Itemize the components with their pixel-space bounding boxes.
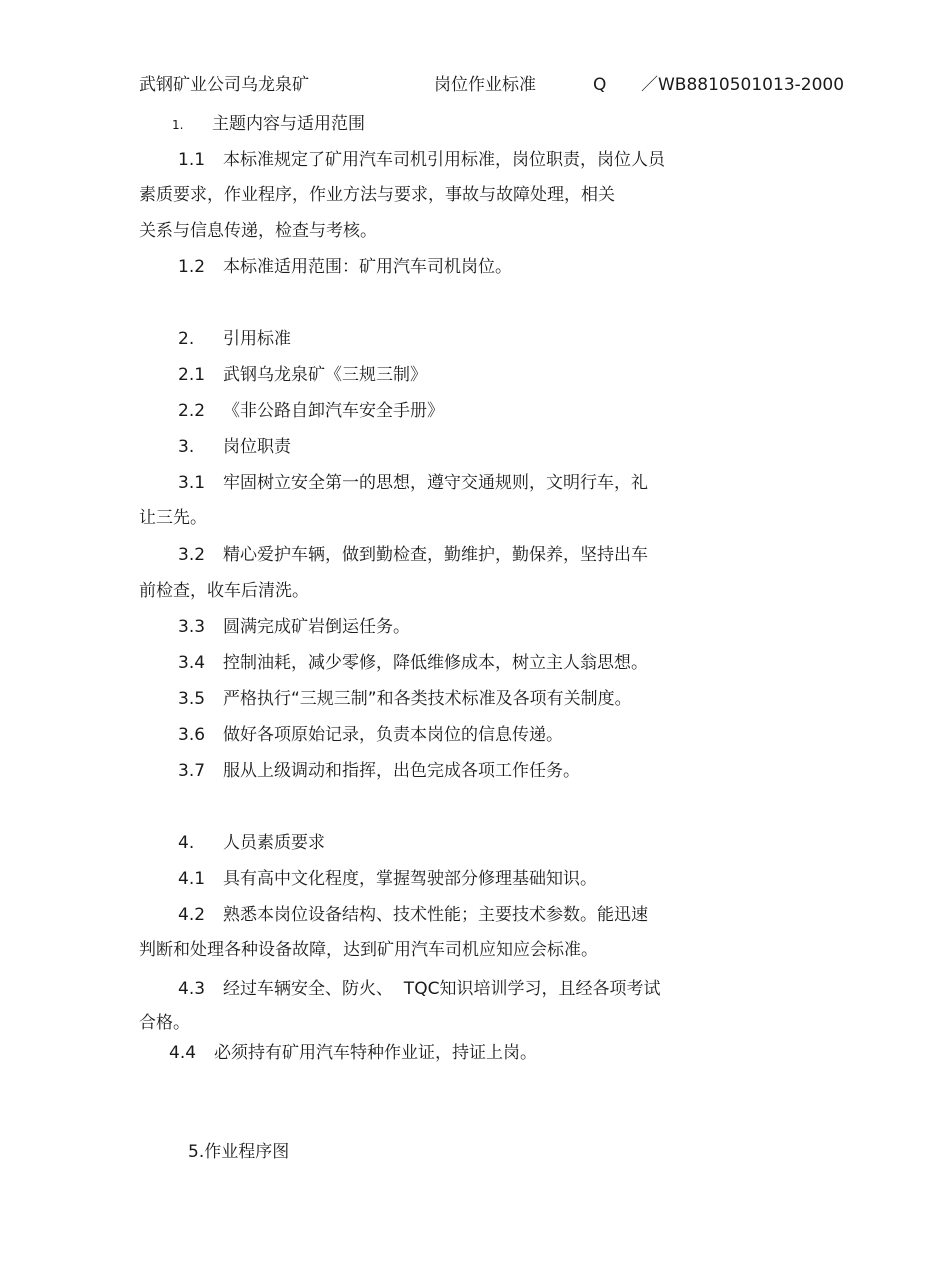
- paragraph-line: 关系与信息传递，检查与考核。: [139, 221, 377, 241]
- paragraph-line: 2.1 武钢乌龙泉矿《三规三制》: [178, 365, 427, 385]
- paragraph-line: 1.2 本标准适用范围：矿用汽车司机岗位。: [178, 257, 512, 277]
- section-heading: 5.作业程序图: [188, 1142, 290, 1162]
- paragraph-line: 让三先。: [139, 508, 207, 528]
- paragraph-line: 判断和处理各种设备故障，达到矿用汽车司机应知应会标准。: [139, 940, 598, 960]
- paragraph-line: 3.6 做好各项原始记录，负责本岗位的信息传递。: [178, 725, 563, 745]
- paragraph-line: 2.2 《非公路自卸汽车安全手册》: [178, 401, 444, 421]
- paragraph-line: 4.3 经过车辆安全、防火、 TQC知识培训学习，且经各项考试: [178, 979, 661, 999]
- paragraph-line: 3.3 圆满完成矿岩倒运任务。: [178, 617, 410, 637]
- paragraph-line: 4.2 熟悉本岗位设备结构、技术性能；主要技术参数。能迅速: [178, 905, 648, 925]
- section-heading: 3. 岗位职责: [178, 437, 291, 457]
- section-heading: 4. 人员素质要求: [178, 833, 325, 853]
- paragraph-line: 1.1 本标准规定了矿用汽车司机引用标准，岗位职责，岗位人员: [178, 150, 665, 170]
- section-heading: 1. 主题内容与适用范围: [172, 114, 365, 134]
- paragraph-line: 3.7 服从上级调动和指挥，出色完成各项工作任务。: [178, 761, 580, 781]
- header-company: 武钢矿业公司乌龙泉矿: [139, 75, 309, 95]
- paragraph-line: 合格。: [139, 1013, 190, 1033]
- paragraph-line: 前检查，收车后清洗。: [139, 581, 309, 601]
- paragraph-line: 3.4 控制油耗，减少零修，降低维修成本，树立主人翁思想。: [178, 653, 648, 673]
- section-heading: 2. 引用标准: [178, 329, 291, 349]
- paragraph-line: 3.1 牢固树立安全第一的思想，遵守交通规则，文明行车，礼: [178, 473, 648, 493]
- paragraph-line: 3.2 精心爱护车辆，做到勤检查，勤维护，勤保养，坚持出车: [178, 545, 648, 565]
- header-q: Q: [593, 75, 607, 95]
- header-doc-title: 岗位作业标准: [434, 75, 536, 95]
- paragraph-line: 3.5 严格执行“三规三制”和各类技术标准及各项有关制度。: [178, 689, 632, 709]
- header-code: ／WB8810501013-2000: [641, 75, 845, 95]
- paragraph-line: 4.4 必须持有矿用汽车特种作业证，持证上岗。: [169, 1043, 537, 1063]
- paragraph-line: 素质要求，作业程序，作业方法与要求，事故与故障处理，相关: [139, 185, 615, 205]
- paragraph-line: 4.1 具有高中文化程度，掌握驾驶部分修理基础知识。: [178, 869, 597, 889]
